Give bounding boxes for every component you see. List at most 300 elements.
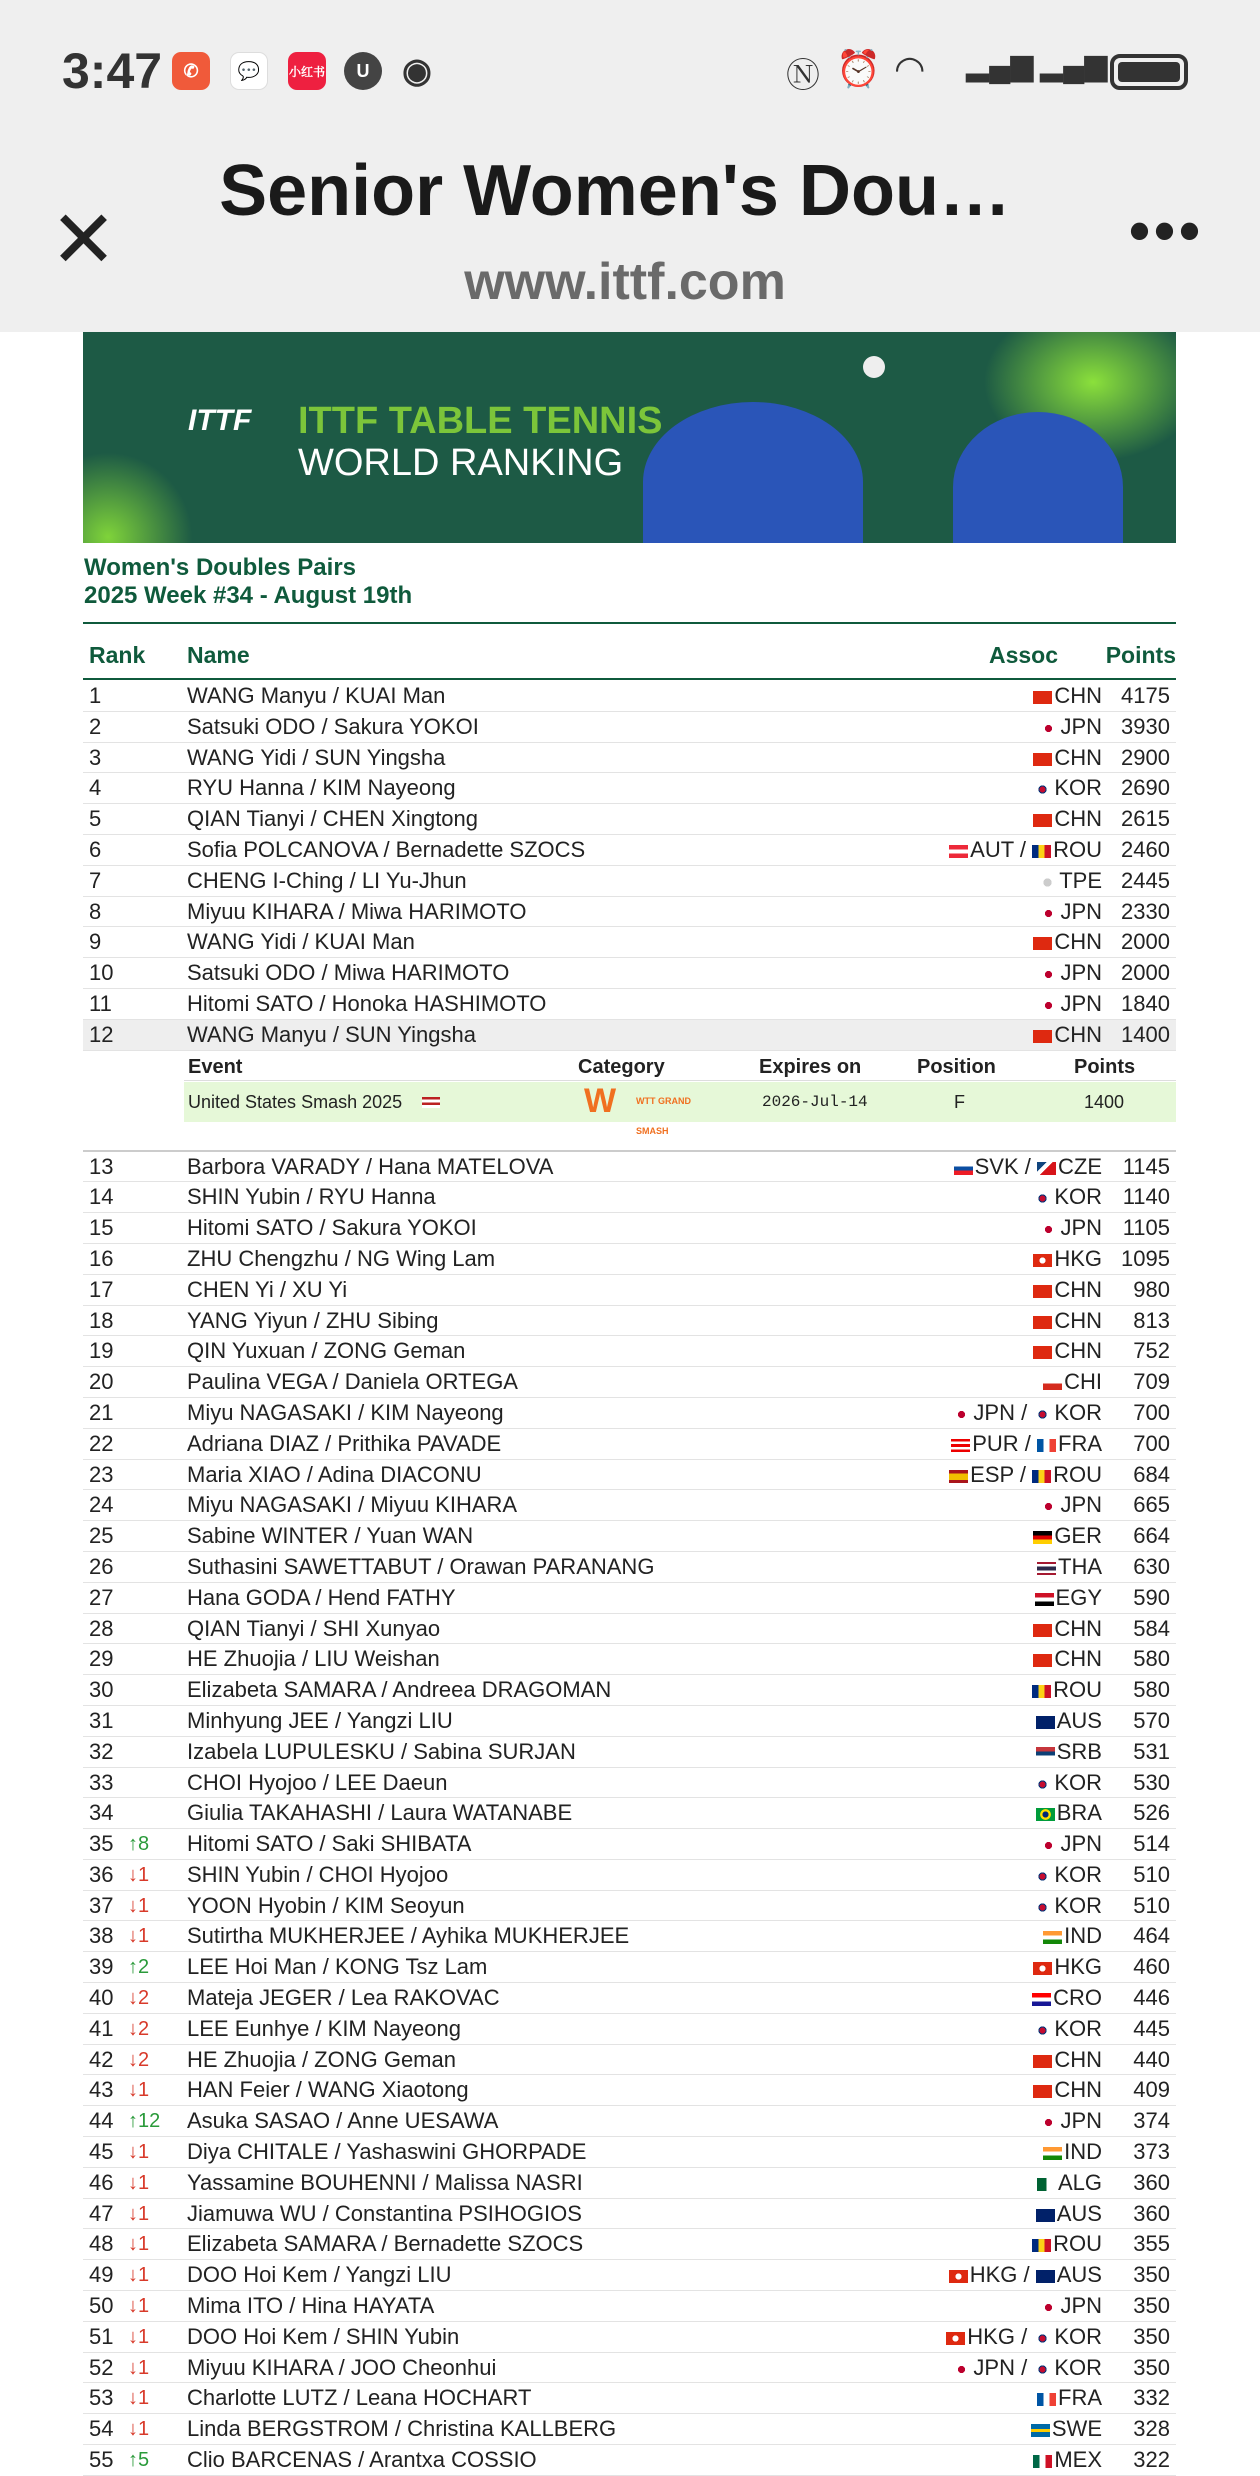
rank: 11 — [89, 990, 112, 1016]
chn-flag-icon — [1033, 814, 1052, 827]
points: 3930 — [1121, 713, 1170, 739]
position-value: F — [954, 1091, 965, 1112]
pair-name[interactable]: Asuka SASAO / Anne UESAWA — [187, 2108, 499, 2134]
points: 580 — [1133, 1677, 1170, 1703]
rank: 46 — [89, 2169, 114, 2195]
table-row[interactable] — [83, 1737, 1176, 1768]
association — [1039, 1213, 1102, 1243]
hkg-flag-icon — [1033, 1254, 1052, 1267]
association — [1039, 958, 1102, 988]
table-row[interactable] — [83, 1275, 1176, 1306]
association — [1033, 1306, 1102, 1336]
table-row[interactable] — [83, 1213, 1176, 1244]
rank-change: ↓1 — [128, 2171, 150, 2194]
table-row[interactable] — [83, 835, 1176, 866]
rank: 15 — [89, 1215, 114, 1241]
pair-name[interactable]: Adriana DIAZ / Prithika PAVADE — [187, 1430, 502, 1456]
pair-name[interactable]: Linda BERGSTROM / Christina KALLBERG — [187, 2416, 617, 2442]
pair-name[interactable]: Satsuki ODO / Sakura YOKOI — [187, 713, 479, 739]
assoc-code: AUS — [1056, 1707, 1102, 1733]
pair-name[interactable]: Sutirtha MUKHERJEE / Ayhika MUKHERJEE — [187, 1923, 630, 1949]
pair-name[interactable]: YANG Yiyun / ZHU Sibing — [187, 1307, 439, 1333]
rank-change: ↓1 — [128, 2356, 150, 2379]
rank: 13 — [89, 1153, 114, 1179]
pair-name[interactable]: Elizabeta SAMARA / Andreea DRAGOMAN — [187, 1677, 612, 1703]
assoc-code: AUS — [1056, 2200, 1102, 2226]
assoc-code: EGY — [1055, 1584, 1102, 1610]
rank: 47 — [89, 2200, 114, 2226]
table-row[interactable] — [83, 1306, 1176, 1337]
kor-flag-icon — [1033, 1778, 1052, 1791]
assoc-code: KOR — [1054, 1184, 1102, 1210]
table-row[interactable] — [83, 2014, 1176, 2045]
table-row[interactable] — [83, 2322, 1176, 2353]
table-row[interactable] — [83, 927, 1176, 958]
more-options-icon[interactable]: ••• — [1128, 197, 1204, 264]
association — [1033, 1891, 1102, 1921]
table-row[interactable] — [83, 1860, 1176, 1891]
page-url[interactable]: www.ittf.com — [464, 253, 786, 311]
table-row[interactable] — [83, 897, 1176, 928]
rank: 7 — [89, 867, 102, 893]
signal-icon-2: ▂▄▆ — [1040, 49, 1108, 82]
assoc-code: KOR — [1054, 1399, 1102, 1425]
points: 752 — [1133, 1338, 1170, 1364]
pair-name[interactable]: Miyuu KIHARA / Miwa HARIMOTO — [187, 898, 527, 924]
points: 4175 — [1121, 683, 1170, 708]
table-row[interactable] — [83, 2260, 1176, 2291]
ger-flag-icon — [1033, 1531, 1052, 1544]
points: 570 — [1133, 1707, 1170, 1733]
table-row[interactable] — [83, 2445, 1176, 2476]
table-row[interactable] — [83, 1706, 1176, 1737]
pair-name[interactable]: Yassamine BOUHENNI / Malissa NASRI — [187, 2169, 583, 2195]
chn-flag-icon — [1033, 1316, 1052, 1329]
points: 980 — [1133, 1276, 1170, 1302]
table-row[interactable] — [83, 1921, 1176, 1952]
points: 332 — [1133, 2385, 1170, 2411]
points: 630 — [1133, 1553, 1170, 1579]
pair-name[interactable]: DOO Hoi Kem / SHIN Yubin — [187, 2323, 460, 2349]
rou-flag-icon — [1032, 2239, 1051, 2252]
rou-flag-icon — [1032, 845, 1051, 858]
table-row[interactable] — [83, 1552, 1176, 1583]
rank: 5 — [89, 806, 102, 832]
fra-flag-icon — [1037, 1439, 1056, 1452]
rank-change: ↑2 — [128, 1956, 150, 1979]
event-name[interactable]: United States Smash 2025 — [188, 1091, 403, 1112]
association — [1032, 2229, 1102, 2259]
pur-flag-icon — [951, 1439, 970, 1452]
assoc-code: KOR — [1054, 2323, 1102, 2349]
chn-flag-icon — [1033, 2085, 1052, 2098]
assoc-code: CHI — [1064, 1369, 1102, 1395]
rank-change: ↓1 — [128, 2233, 150, 2256]
kor-flag-icon — [1033, 783, 1052, 796]
pair-name[interactable]: QIAN Tianyi / SHI Xunyao — [187, 1615, 441, 1641]
table-row[interactable] — [83, 1020, 1176, 1051]
pair-name[interactable]: Sabine WINTER / Yuan WAN — [187, 1523, 474, 1549]
pair-name[interactable]: QIAN Tianyi / CHEN Xingtong — [187, 806, 479, 832]
rank: 55 — [89, 2447, 114, 2473]
table-row[interactable] — [83, 2106, 1176, 2137]
table-row[interactable] — [83, 2383, 1176, 2414]
assoc-code: CHN — [1054, 806, 1102, 832]
expires-header: Expires on — [759, 1055, 862, 1078]
chn-flag-icon — [1033, 1624, 1052, 1637]
rank: 38 — [89, 1923, 114, 1949]
points: 665 — [1133, 1492, 1170, 1518]
table-row[interactable] — [83, 1398, 1176, 1429]
table-row[interactable] — [83, 2168, 1176, 2199]
alarm-icon: ⏰ — [836, 48, 881, 89]
association — [1039, 1829, 1102, 1859]
pair-name[interactable]: Miyu NAGASAKI / KIM Nayeong — [187, 1399, 504, 1425]
points: 460 — [1133, 1954, 1170, 1980]
association — [1033, 1768, 1102, 1798]
table-row[interactable] — [83, 1521, 1176, 1552]
points: 590 — [1133, 1584, 1170, 1610]
assoc-code: JPN — [1060, 898, 1102, 924]
association: SVK / CZE — [954, 1152, 1102, 1182]
table-row[interactable] — [83, 1182, 1176, 1213]
pair-name[interactable]: YOON Hyobin / KIM Seoyun — [187, 1892, 465, 1918]
rank: 14 — [89, 1184, 114, 1210]
pair-name[interactable]: QIN Yuxuan / ZONG Geman — [187, 1338, 466, 1364]
rank-header[interactable]: Rank — [89, 642, 146, 668]
association — [1033, 2045, 1102, 2075]
association — [1033, 2445, 1102, 2475]
hkg-flag-icon — [1033, 1962, 1052, 1975]
points: 350 — [1133, 2262, 1170, 2288]
rank: 37 — [89, 1892, 114, 1918]
table-row[interactable] — [83, 773, 1176, 804]
rank: 36 — [89, 1861, 114, 1887]
table-row[interactable] — [83, 1152, 1176, 1183]
table-row[interactable] — [83, 804, 1176, 835]
association — [1033, 1614, 1102, 1644]
points: 813 — [1133, 1307, 1170, 1333]
rank: 43 — [89, 2077, 114, 2103]
rank-change: ↓1 — [128, 2418, 150, 2441]
jpn-flag-icon — [952, 1408, 971, 1421]
points: 1840 — [1121, 990, 1170, 1016]
assoc-code: ROU — [1053, 1677, 1102, 1703]
assoc-code: MEX — [1054, 2447, 1102, 2473]
table-row[interactable] — [83, 1614, 1176, 1645]
player-image — [643, 402, 863, 543]
rank-change: ↓1 — [128, 2202, 150, 2225]
rank: 30 — [89, 1677, 114, 1703]
table-row[interactable] — [83, 1367, 1176, 1398]
assoc-code: KOR — [1054, 1892, 1102, 1918]
app-icon: U — [344, 52, 382, 90]
pair-name[interactable]: Miyu NAGASAKI / Miyuu KIHARA — [187, 1492, 518, 1518]
close-icon[interactable]: ✕ — [50, 195, 118, 284]
table-row[interactable] — [83, 1798, 1176, 1829]
table-row[interactable] — [83, 743, 1176, 774]
association — [1035, 1583, 1102, 1613]
rank-change: ↑8 — [128, 1833, 150, 1856]
assoc-code: CHN — [1054, 1615, 1102, 1641]
pair-name[interactable]: Diya CHITALE / Yashaswini GHORPADE — [187, 2139, 587, 2165]
pair-name[interactable]: LEE Hoi Man / KONG Tsz Lam — [187, 1954, 488, 1980]
rank-change: ↑5 — [128, 2449, 150, 2472]
event-detail — [83, 1051, 1176, 1152]
rank-change: ↓2 — [128, 1987, 150, 2010]
assoc-code: JPN — [1060, 1831, 1102, 1857]
ranking-table — [83, 681, 1176, 2476]
table-row[interactable] — [83, 989, 1176, 1020]
association — [1033, 1275, 1102, 1305]
association — [1036, 1798, 1102, 1828]
assoc-header[interactable]: Assoc — [988, 642, 1058, 668]
pair-name[interactable]: LEE Eunhye / KIM Nayeong — [187, 2015, 461, 2041]
jpn-flag-icon — [1039, 1223, 1058, 1236]
table-row[interactable] — [83, 1952, 1176, 1983]
assoc-code: IND — [1064, 1923, 1102, 1949]
pair-name[interactable]: Hitomi SATO / Saki SHIBATA — [187, 1831, 472, 1857]
rank: 2 — [89, 713, 102, 739]
rank: 19 — [89, 1338, 114, 1364]
rank: 53 — [89, 2385, 114, 2411]
association — [1033, 1644, 1102, 1674]
pair-name[interactable]: Izabela LUPULESKU / Sabina SURJAN — [187, 1738, 576, 1764]
jpn-flag-icon — [1039, 2301, 1058, 2314]
points: 350 — [1133, 2293, 1170, 2319]
points: 700 — [1133, 1399, 1170, 1425]
association — [1039, 1490, 1102, 1520]
table-row[interactable] — [83, 958, 1176, 989]
assoc-code: ESP — [970, 1461, 1014, 1487]
table-row[interactable] — [83, 1429, 1176, 1460]
chn-flag-icon — [1033, 1654, 1052, 1667]
esp-flag-icon — [949, 1470, 968, 1483]
assoc-code: CRO — [1053, 1985, 1102, 2011]
association — [1033, 1182, 1102, 1212]
points: 360 — [1133, 2200, 1170, 2226]
pair-name[interactable]: Sofia POLCANOVA / Bernadette SZOCS — [187, 836, 586, 862]
rank: 4 — [89, 775, 102, 801]
pair-name[interactable]: Satsuki ODO / Miwa HARIMOTO — [187, 960, 510, 986]
rank: 41 — [89, 2015, 114, 2041]
pair-name[interactable]: ZHU Chengzhu / NG Wing Lam — [187, 1245, 496, 1271]
table-row[interactable] — [83, 681, 1176, 712]
points: 2000 — [1121, 929, 1170, 955]
assoc-code: AUT — [970, 836, 1014, 862]
points: 1105 — [1122, 1215, 1170, 1241]
table-row[interactable] — [83, 2045, 1176, 2076]
rank: 10 — [89, 960, 114, 986]
points: 1145 — [1122, 1153, 1170, 1179]
association: JPN / KOR — [952, 2353, 1102, 2383]
rank-change: ↓2 — [128, 2017, 150, 2040]
pair-name[interactable]: Giulia TAKAHASHI / Laura WATANABE — [187, 1800, 573, 1826]
association — [1036, 1706, 1102, 1736]
ranking-week: 2025 Week #34 - August 19th — [84, 582, 413, 609]
pair-name[interactable]: Clio BARCENAS / Arantxa COSSIO — [187, 2447, 537, 2473]
pair-name[interactable]: Mima ITO / Hina HAYATA — [187, 2293, 435, 2319]
association — [1032, 1675, 1102, 1705]
assoc-code: AUS — [1056, 2262, 1102, 2288]
table-row[interactable] — [83, 1768, 1176, 1799]
pair-name[interactable]: CHOI Hyojoo / LEE Daeun — [187, 1769, 448, 1795]
rank: 9 — [89, 929, 102, 955]
pair-name[interactable]: Maria XIAO / Adina DIACONU — [187, 1461, 482, 1487]
points: 1095 — [1121, 1245, 1170, 1271]
pair-name[interactable]: CHENG I-Ching / LI Yu-Jhun — [187, 867, 467, 893]
table-row[interactable] — [83, 1583, 1176, 1614]
assoc-code: JPN — [1060, 990, 1102, 1016]
association: PUR / FRA — [951, 1429, 1102, 1459]
name-header[interactable]: Name — [187, 642, 250, 668]
pair-name[interactable]: Suthasini SAWETTABUT / Orawan PARANANG — [187, 1553, 655, 1579]
assoc-code: THA — [1058, 1553, 1102, 1579]
assoc-code: CHN — [1054, 1338, 1102, 1364]
rou-flag-icon — [1032, 1470, 1051, 1483]
rank: 48 — [89, 2231, 114, 2257]
pair-name[interactable]: Minhyung JEE / Yangzi LIU — [187, 1707, 453, 1733]
assoc-code: HKG — [967, 2323, 1015, 2349]
rank: 40 — [89, 1985, 114, 2011]
egy-flag-icon — [1035, 1593, 1054, 1606]
points: 1140 — [1122, 1184, 1170, 1210]
points: 684 — [1133, 1461, 1170, 1487]
rank: 33 — [89, 1769, 114, 1795]
chn-flag-icon — [1033, 1285, 1052, 1298]
points-header[interactable]: Points — [1105, 642, 1176, 668]
table-row[interactable] — [83, 1829, 1176, 1860]
pair-name[interactable]: Hitomi SATO / Sakura YOKOI — [187, 1215, 477, 1241]
pair-name[interactable]: WANG Yidi / KUAI Man — [187, 929, 415, 955]
pair-name[interactable]: HE Zhuojia / LIU Weishan — [187, 1646, 440, 1672]
points: 355 — [1133, 2231, 1170, 2257]
association: HKG / AUS — [949, 2260, 1102, 2290]
srb-flag-icon — [1036, 1747, 1055, 1760]
association — [1039, 2106, 1102, 2136]
assoc-code: TPE — [1059, 867, 1102, 893]
points: 373 — [1133, 2139, 1170, 2165]
rank: 49 — [89, 2262, 114, 2288]
assoc-code: HKG — [1054, 1954, 1102, 1980]
association — [1033, 681, 1102, 711]
rank: 31 — [89, 1707, 114, 1733]
clock: 3:47 — [62, 43, 163, 99]
association — [1037, 1552, 1102, 1582]
table-row[interactable] — [83, 1675, 1176, 1706]
detail-row[interactable] — [184, 1081, 1176, 1136]
rank: 25 — [89, 1523, 114, 1549]
wtt-logo-icon: W — [584, 1081, 617, 1120]
pair-name[interactable]: Elizabeta SAMARA / Bernadette SZOCS — [187, 2231, 584, 2257]
ranking-category: Women's Doubles Pairs — [84, 554, 357, 581]
pair-name[interactable]: RYU Hanna / KIM Nayeong — [187, 775, 456, 801]
table-row[interactable] — [83, 1336, 1176, 1367]
association — [1033, 1020, 1102, 1050]
table-row[interactable] — [83, 1490, 1176, 1521]
table-row[interactable] — [83, 1891, 1176, 1922]
rank-change: ↓1 — [128, 2325, 150, 2348]
pair-name[interactable]: Mateja JEGER / Lea RAKOVAC — [187, 1985, 500, 2011]
association — [1033, 2075, 1102, 2105]
association — [1033, 1860, 1102, 1890]
table-row[interactable] — [83, 1644, 1176, 1675]
rank: 52 — [89, 2354, 114, 2380]
rank: 39 — [89, 1954, 114, 1980]
battery-icon — [1110, 54, 1188, 90]
table-row[interactable] — [83, 1244, 1176, 1275]
table-row[interactable] — [83, 2137, 1176, 2168]
pair-name[interactable]: Jiamuwa WU / Constantina PSIHOGIOS — [187, 2200, 582, 2226]
table-row[interactable] — [83, 866, 1176, 897]
table-row[interactable] — [83, 1983, 1176, 2014]
table-row[interactable] — [83, 2229, 1176, 2260]
pair-name[interactable]: SHIN Yubin / CHOI Hyojoo — [187, 1861, 449, 1887]
association: JPN / KOR — [952, 1398, 1102, 1428]
association — [1033, 927, 1102, 957]
table-row[interactable] — [83, 712, 1176, 743]
kor-flag-icon — [1033, 2332, 1052, 2345]
points: 709 — [1133, 1369, 1170, 1395]
rank: 20 — [89, 1369, 114, 1395]
pair-name[interactable]: Miyuu KIHARA / JOO Cheonhui — [187, 2354, 497, 2380]
points: 445 — [1133, 2015, 1170, 2041]
pair-name[interactable]: DOO Hoi Kem / Yangzi LIU — [187, 2262, 452, 2288]
association: AUT / ROU — [949, 835, 1102, 865]
pair-name[interactable]: SHIN Yubin / RYU Hanna — [187, 1184, 436, 1210]
pair-name[interactable]: WANG Yidi / SUN Yingsha — [187, 744, 446, 770]
pair-name[interactable]: WANG Manyu / SUN Yingsha — [187, 1021, 476, 1047]
pair-name[interactable]: CHEN Yi / XU Yi — [187, 1276, 348, 1302]
rank: 27 — [89, 1584, 114, 1610]
pair-name[interactable]: Barbora VARADY / Hana MATELOVA — [187, 1153, 554, 1179]
pair-name[interactable]: Hitomi SATO / Honoka HASHIMOTO — [187, 990, 547, 1016]
table-row[interactable] — [83, 1460, 1176, 1491]
category-header: Category — [578, 1055, 665, 1078]
assoc-code: CHN — [1054, 744, 1102, 770]
pair-name[interactable]: WANG Manyu / KUAI Man — [187, 683, 446, 708]
divider — [83, 622, 1176, 624]
association — [1043, 1367, 1102, 1397]
pair-name[interactable]: Hana GODA / Hend FATHY — [187, 1584, 456, 1610]
kor-flag-icon — [1033, 2024, 1052, 2037]
association — [1031, 2414, 1102, 2444]
hkg-flag-icon — [946, 2332, 965, 2345]
hkg-flag-icon — [949, 2270, 968, 2283]
pair-name[interactable]: HE Zhuojia / ZONG Geman — [187, 2046, 456, 2072]
rank-change: ↓1 — [128, 1894, 150, 1917]
table-row[interactable] — [83, 2414, 1176, 2445]
pair-name[interactable]: Charlotte LUTZ / Leana HOCHART — [187, 2385, 532, 2411]
rank: 24 — [89, 1492, 114, 1518]
wifi-icon: ◠ — [894, 48, 926, 89]
rank: 21 — [89, 1399, 114, 1425]
aus-flag-icon — [1036, 2270, 1055, 2283]
jpn-flag-icon — [1039, 1839, 1058, 1852]
table-row[interactable] — [83, 2291, 1176, 2322]
table-row[interactable] — [83, 2353, 1176, 2384]
table-row[interactable] — [83, 2199, 1176, 2230]
rank: 34 — [89, 1800, 114, 1826]
pair-name[interactable]: Paulina VEGA / Daniela ORTEGA — [187, 1369, 518, 1395]
pair-name[interactable]: HAN Feier / WANG Xiaotong — [187, 2077, 469, 2103]
assoc-code: CHN — [1054, 2046, 1102, 2072]
association — [1033, 2014, 1102, 2044]
svk-flag-icon — [954, 1162, 973, 1175]
table-row[interactable] — [83, 2075, 1176, 2106]
detail-header — [184, 1053, 1176, 1081]
rank: 17 — [89, 1276, 114, 1302]
